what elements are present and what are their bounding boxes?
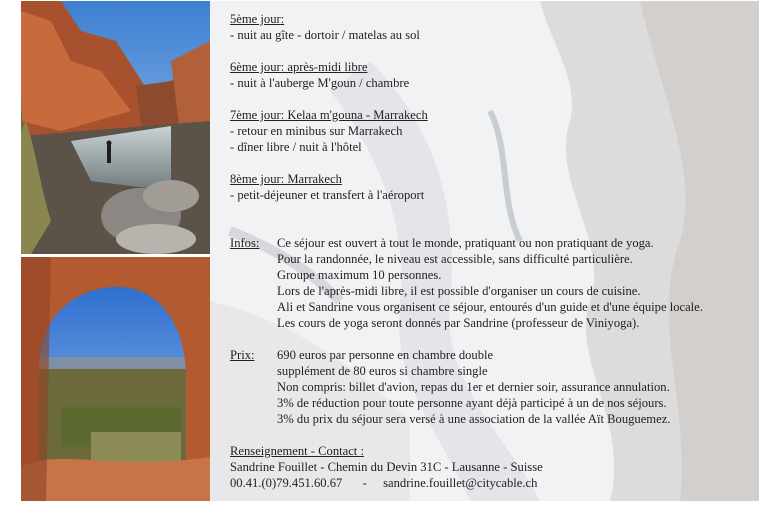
prix-line: Non compris: billet d'avion, repas du 1er et dernier soir, assurance annulation. — [277, 380, 670, 394]
contact-line — [230, 475, 755, 491]
day-title: 6ème jour: après-midi libre — [230, 60, 368, 74]
infos-line: Groupe maximum 10 personnes. — [277, 268, 442, 282]
itinerary-text — [230, 11, 755, 491]
day-6 — [230, 59, 755, 91]
day-5 — [230, 11, 755, 43]
day-line: - nuit à l'auberge M'goun / chambre — [230, 76, 410, 90]
infos-line: Ali et Sandrine vous organisent ce séjour, entourés d'un guide et d'une équipe locale. — [277, 300, 703, 314]
infos-line: Ce séjour est ouvert à tout le monde, pratiquant ou non pratiquant de yoga. — [277, 236, 654, 250]
rock-arch-photo — [21, 257, 210, 501]
infos-line: Lors de l'après-midi libre, il est possible d'organiser un cours de cuisine. — [277, 284, 641, 298]
infos-label: Infos: — [230, 236, 260, 250]
contact-title: Renseignement - Contact : — [230, 444, 364, 458]
infos-line: Pour la randonnée, le niveau est accessible, sans difficulté particulière. — [277, 252, 633, 266]
prix-label: Prix: — [230, 348, 255, 362]
prix-line: 3% de réduction pour toute personne ayant déjà participé à un de nos séjours. — [277, 396, 667, 410]
day-line: - nuit au gîte - dortoir / matelas au sol — [230, 28, 420, 42]
gorge-photo — [21, 1, 210, 254]
prix-line: 690 euros par personne en chambre double — [277, 348, 494, 362]
contact-section — [230, 443, 755, 491]
prix-section — [230, 347, 755, 427]
prix-line: supplément de 80 euros si chambre single — [277, 364, 488, 378]
contact-email[interactable]: sandrine.fouillet@citycable.ch — [383, 476, 538, 490]
day-line: - petit-déjeuner et transfert à l'aéroport — [230, 188, 425, 202]
infos-line: Les cours de yoga seront donnés par Sandrine (professeur de Viniyoga). — [277, 316, 640, 330]
day-line: - retour en minibus sur Marrakech — [230, 124, 403, 138]
contact-separator: - — [362, 476, 367, 490]
day-8 — [230, 171, 755, 203]
day-title: 8ème jour: Marrakech — [230, 172, 342, 186]
day-title: 7ème jour: Kelaa m'gouna - Marrakech — [230, 108, 428, 122]
contact-address: Sandrine Fouillet - Chemin du Devin 31C - Lausanne - Suisse — [230, 460, 543, 474]
infos-section — [230, 235, 755, 331]
prix-line: 3% du prix du séjour sera versé à une association de la vallée Aït Bouguemez. — [277, 412, 671, 426]
day-7 — [230, 107, 755, 155]
day-title: 5ème jour: — [230, 12, 285, 26]
day-line: - dîner libre / nuit à l'hôtel — [230, 140, 362, 154]
contact-phone: 00.41.(0)79.451.60.67 — [230, 476, 343, 490]
